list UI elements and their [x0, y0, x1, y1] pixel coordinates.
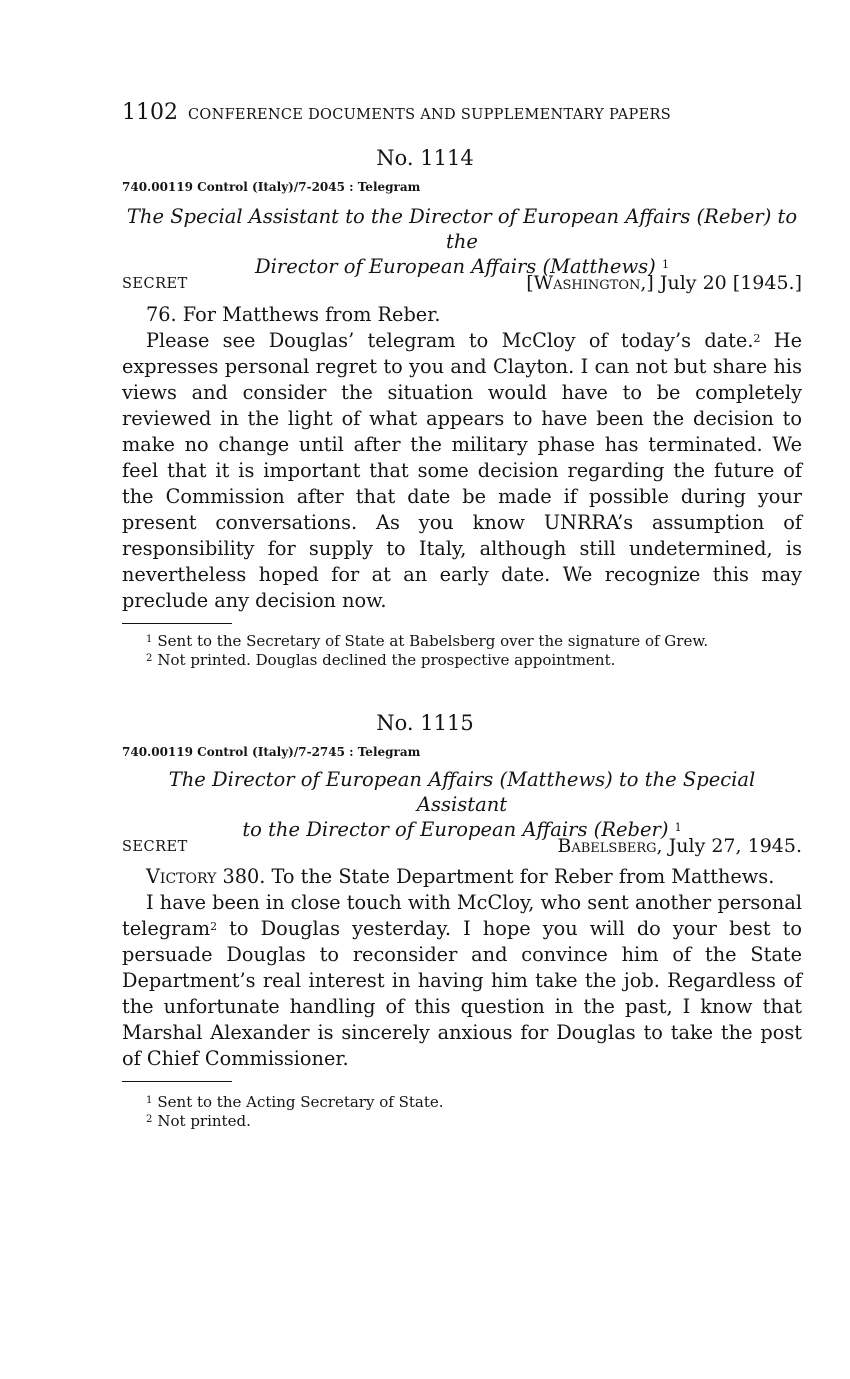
title-line: to the Director of European Affairs (Reber) [242, 818, 669, 841]
footnote: $^1$ Sent to the Secretary of State at Babelsberg over the signature of Grew. [146, 632, 709, 650]
document-number: No. 1114 [376, 146, 474, 170]
footnote-reference: 1 [661, 258, 669, 271]
place-and-date [557, 835, 802, 857]
footnote-reference: 1 [674, 821, 682, 834]
paragraph: I have been in close touch with McCloy, who sent another personal telegram$^2$ to Douglas yesterday. I hope you will do your best to persuade Douglas to reconsider and convince him of the State Department’s real interest in having him take the job. Regardless of the unfortunate handling of this question in the past, I know that Marshal Alexander is sincerely anxious for Douglas to take the post of Chief Commissioner. [122, 891, 802, 1070]
date: July 27, 1945. [668, 835, 802, 857]
place: [Washington,] [526, 272, 654, 294]
title-line: The Director of European Affairs (Matthews) to the Special Assistant [168, 768, 756, 816]
page-number: 1102 [122, 100, 178, 125]
title-line: The Special Assistant to the Director of European Affairs (Reber) to the [126, 205, 798, 253]
classification-label: SECRET [122, 839, 188, 855]
footnote: $^1$ Sent to the Acting Secretary of State. [146, 1093, 444, 1111]
title-line: Director of European Affairs (Matthews) [255, 255, 656, 278]
footnotes [146, 1093, 806, 1130]
telegram-body [122, 302, 802, 614]
running-title: CONFERENCE DOCUMENTS AND SUPPLEMENTARY PAPERS [188, 107, 671, 123]
place: Babelsberg, [557, 835, 663, 857]
footnote: $^2$ Not printed. Douglas declined the prospective appointment. [146, 650, 616, 669]
footnote: $^2$ Not printed. [146, 1111, 251, 1130]
paragraph: Please see Douglas’ telegram to McCloy of today’s date.$^2$ He expresses personal regret to you and Clayton. I can not but share his views and consider the situation would have to be completely reviewed in the light of what appears to have been the decision to make no change until after the military phase has terminated. We feel that it is important that some decision regarding the future of the Commission after that date be made if possible during your present conversations. As you know UNRRA’s assumption of responsibility for supply to Italy, although still undetermined, is nevertheless hoped for at an early date. We recognize this may preclude any decision now. [122, 329, 802, 612]
document-title [122, 767, 802, 842]
document-number: No. 1115 [376, 711, 474, 735]
telegram-body [122, 864, 802, 1072]
footnotes [146, 632, 806, 669]
footnote-reference: 2 [210, 920, 218, 933]
classification-label: SECRET [122, 276, 188, 292]
dateline [122, 835, 802, 857]
dateline [122, 272, 802, 294]
file-reference: 740.00119 Control (Italy)/7-2045 : Telegram [122, 180, 421, 194]
footnote-divider [122, 1081, 232, 1082]
paragraph: 76. For Matthews from Reber. [146, 303, 441, 326]
document-title [122, 204, 802, 279]
running-head [122, 100, 802, 125]
place-and-date [526, 272, 802, 294]
paragraph: Victory 380. To the State Department for Reber from Matthews. [146, 865, 775, 888]
footnote-divider [122, 623, 232, 624]
date: July 20 [1945.] [659, 272, 802, 294]
file-reference: 740.00119 Control (Italy)/7-2745 : Telegram [122, 745, 421, 759]
footnote-reference: 2 [753, 332, 761, 345]
